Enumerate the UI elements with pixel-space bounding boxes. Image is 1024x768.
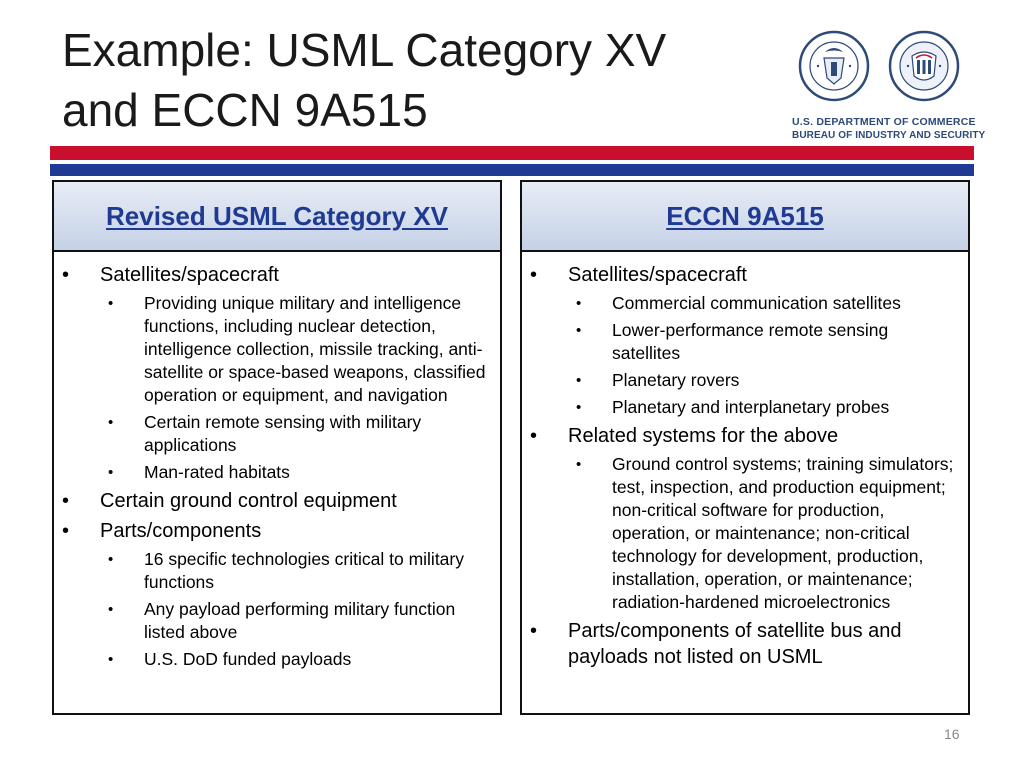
sub-list: [100, 292, 490, 484]
list-item: [522, 423, 958, 614]
list-item: [522, 618, 958, 670]
sub-list-item: [100, 548, 490, 594]
eccn-panel-header: [522, 182, 968, 252]
bullet-icon: •: [108, 414, 114, 431]
bullet-icon: •: [576, 372, 582, 389]
list-item: [54, 488, 490, 514]
list-item-text: Satellites/spacecraft: [568, 264, 747, 286]
bullet-icon: •: [62, 520, 70, 542]
list-item-text: Certain ground control equipment: [100, 490, 397, 512]
agency-name-line-1: U.S. DEPARTMENT OF COMMERCE: [792, 116, 976, 128]
sub-list-item-text: Man-rated habitats: [144, 462, 290, 482]
usml-category-panel: [52, 180, 502, 715]
agency-name: [792, 116, 986, 142]
eccn-panel: [520, 180, 970, 715]
bullet-icon: •: [576, 399, 582, 416]
sub-list: [568, 453, 958, 614]
eccn-list: [522, 262, 958, 670]
sub-list-item: [100, 648, 490, 671]
list-item: [54, 262, 490, 484]
sub-list-item: [100, 461, 490, 484]
list-item-text: Related systems for the above: [568, 425, 839, 447]
bullet-icon: •: [530, 425, 538, 447]
list-item: [522, 262, 958, 419]
sub-list-item: [100, 411, 490, 457]
bullet-icon: •: [576, 456, 582, 473]
bullet-icon: •: [62, 264, 70, 286]
list-item: [54, 518, 490, 671]
bullet-icon: •: [576, 322, 582, 339]
list-item-text: Parts/components of satellite bus and payloads not listed on USML: [568, 620, 902, 668]
usml-category-heading: Revised USML Category XV: [106, 200, 448, 231]
department-of-commerce-seal-icon: [798, 30, 870, 102]
header-red-rule: [50, 146, 974, 160]
sub-list-item-text: Any payload performing military function listed above: [144, 599, 456, 642]
sub-list: [568, 292, 958, 419]
eccn-heading: ECCN 9A515: [666, 200, 824, 231]
list-item-text: Parts/components: [100, 520, 262, 542]
header-blue-rule: [50, 164, 974, 176]
slide-title: [62, 20, 762, 140]
sub-list-item-text: Planetary rovers: [612, 370, 740, 390]
bullet-icon: •: [576, 295, 582, 312]
sub-list-item-text: Certain remote sensing with military applications: [144, 412, 422, 455]
usml-category-list: [54, 262, 490, 671]
sub-list: [100, 548, 490, 671]
sub-list-item-text: Lower-performance remote sensing satellites: [612, 320, 889, 363]
slide-title-line-2: and ECCN 9A515: [62, 84, 428, 136]
bullet-icon: •: [530, 264, 538, 286]
sub-list-item-text: 16 specific technologies critical to military functions: [144, 549, 464, 592]
sub-list-item-text: Providing unique military and intelligence functions, including nuclear detection, intelligence collection, missile tracking, anti-satellite or space-based weapons, classified operation or equipment, and navigation: [144, 293, 486, 405]
bullet-icon: •: [108, 551, 114, 568]
agency-name-line-2: BUREAU OF INDUSTRY AND SECURITY: [792, 130, 986, 141]
sub-list-item-text: Commercial communication satellites: [612, 293, 901, 313]
sub-list-item: [568, 369, 958, 392]
bureau-of-industry-and-security-seal-icon: [888, 30, 960, 102]
bullet-icon: •: [62, 490, 70, 512]
sub-list-item-text: U.S. DoD funded payloads: [144, 649, 352, 669]
sub-list-item: [100, 598, 490, 644]
bullet-icon: •: [108, 651, 114, 668]
usml-category-panel-body: [54, 252, 500, 671]
bullet-icon: •: [108, 464, 114, 481]
eccn-panel-body: [522, 252, 968, 670]
sub-list-item-text: Planetary and interplanetary probes: [612, 397, 890, 417]
page-number: 16: [944, 726, 960, 742]
bullet-icon: •: [530, 620, 538, 642]
slide-title-line-1: Example: USML Category XV: [62, 24, 667, 76]
sub-list-item: [568, 319, 958, 365]
sub-list-item: [568, 292, 958, 315]
list-item-text: Satellites/spacecraft: [100, 264, 279, 286]
sub-list-item-text: Ground control systems; training simulators; test, inspection, and production equipment; non-critical software for production, operation, or maintenance; non-critical technology for development, production, installation, operation, or maintenance; radiation-hardened microelectronics: [612, 454, 954, 612]
bullet-icon: •: [108, 601, 114, 618]
sub-list-item: [568, 396, 958, 419]
bullet-icon: •: [108, 295, 114, 312]
sub-list-item: [568, 453, 958, 614]
usml-category-panel-header: [54, 182, 500, 252]
sub-list-item: [100, 292, 490, 407]
